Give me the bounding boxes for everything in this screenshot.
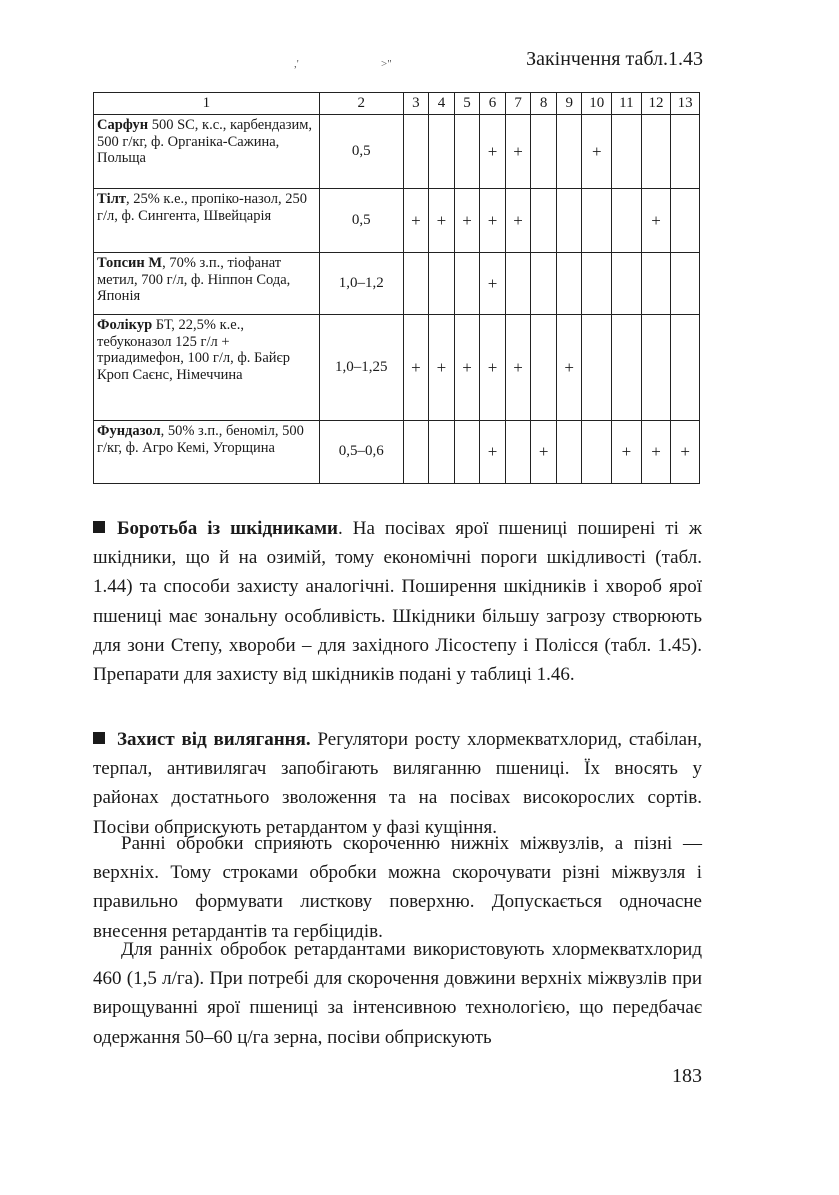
paragraph-pests xyxy=(93,514,702,689)
column-header: 9 xyxy=(556,93,582,115)
product-name: Тілт xyxy=(97,191,126,207)
mark-cell: + xyxy=(480,253,506,315)
paragraph-lodging xyxy=(93,725,702,842)
column-header: 6 xyxy=(480,93,506,115)
rate-cell: 0,5 xyxy=(319,189,403,253)
column-header: 10 xyxy=(582,93,612,115)
mark-cell xyxy=(531,253,557,315)
mark-cell xyxy=(403,115,429,189)
paragraph-text: Регулятори росту хлормекватхлорид, стабілан, терпал, антивилягач запобігають виляганню пшениці. Їх вносять у районах достатнього зволоження та на посівах високорослих сортів. Посіви обприскують ретардантом у фазі кущіння. xyxy=(93,729,703,838)
product-name: Фундазол xyxy=(97,423,161,439)
mark-cell xyxy=(671,315,700,421)
mark-cell xyxy=(641,253,671,315)
table-row xyxy=(94,189,700,253)
paragraph-early-treatments xyxy=(93,829,702,946)
mark-cell xyxy=(641,315,671,421)
mark-cell: + xyxy=(403,189,429,253)
rate-cell: 0,5 xyxy=(319,115,403,189)
product-description: , 25% к.е., пропіко-назол, 250 г/л, ф. Сингента, Швейцарія xyxy=(97,191,307,224)
column-header: 7 xyxy=(505,93,531,115)
mark-cell: + xyxy=(480,421,506,484)
scan-mark: >" xyxy=(381,58,392,70)
mark-cell: + xyxy=(671,421,700,484)
mark-cell: + xyxy=(612,421,642,484)
mark-cell xyxy=(612,315,642,421)
mark-cell: + xyxy=(454,189,480,253)
mark-cell xyxy=(505,253,531,315)
mark-cell xyxy=(454,421,480,484)
paragraph-lead: Захист від вилягання. xyxy=(117,729,311,750)
mark-cell xyxy=(671,253,700,315)
mark-cell xyxy=(454,253,480,315)
product-description: , 70% з.п., тіофанат метил, 700 г/л, ф. Ніппон Сода, Японія xyxy=(97,255,291,305)
mark-cell: + xyxy=(429,189,455,253)
column-header: 13 xyxy=(671,93,700,115)
mark-cell: + xyxy=(531,421,557,484)
mark-cell xyxy=(612,115,642,189)
column-header: 5 xyxy=(454,93,480,115)
bullet-icon xyxy=(93,732,105,744)
page-number: 183 xyxy=(672,1065,702,1087)
product-name: Сарфун xyxy=(97,117,149,133)
table-row xyxy=(94,253,700,315)
mark-cell xyxy=(582,189,612,253)
mark-cell xyxy=(531,189,557,253)
product-cell xyxy=(94,189,320,253)
mark-cell xyxy=(454,115,480,189)
mark-cell: + xyxy=(403,315,429,421)
mark-cell xyxy=(531,115,557,189)
product-description: 500 SC, к.с., карбендазим, 500 г/кг, ф. Органіка-Сажина, Польща xyxy=(97,117,313,167)
paragraph-text: . На посівах ярої пшениці поширені ті ж шкідники, що й на озимій, тому економічні пороги шкідливості (табл. 1.44) та способи захисту аналогічні. Поширення шкідників і хвороб ярої пшениці має зональну особливість. Шкідники більшу загрозу створюють для зони Степу, хвороби – для західного Лісостепу і Полісся (табл. 1.45). Препарати для захисту від шкідників подані у таблиці 1.46. xyxy=(93,518,702,686)
mark-cell xyxy=(556,421,582,484)
data-table xyxy=(93,92,700,484)
mark-cell xyxy=(612,253,642,315)
mark-cell xyxy=(671,189,700,253)
mark-cell xyxy=(556,115,582,189)
rate-cell: 0,5–0,6 xyxy=(319,421,403,484)
mark-cell xyxy=(582,421,612,484)
paragraph-lead: Боротьба із шкідниками xyxy=(117,518,338,539)
table-row xyxy=(94,421,700,484)
table-row xyxy=(94,315,700,421)
mark-cell xyxy=(582,253,612,315)
product-name: Топсин М xyxy=(97,255,163,271)
mark-cell xyxy=(505,421,531,484)
mark-cell xyxy=(612,189,642,253)
mark-cell xyxy=(429,253,455,315)
column-header: 3 xyxy=(403,93,429,115)
mark-cell: + xyxy=(480,189,506,253)
table-header-row xyxy=(94,93,700,115)
mark-cell: + xyxy=(480,115,506,189)
mark-cell xyxy=(582,315,612,421)
column-header: 12 xyxy=(641,93,671,115)
product-name: Фолікур xyxy=(97,317,153,333)
table-caption: Закінчення табл.1.43 xyxy=(526,48,703,70)
mark-cell: + xyxy=(505,115,531,189)
rate-cell: 1,0–1,2 xyxy=(319,253,403,315)
mark-cell: + xyxy=(480,315,506,421)
mark-cell: + xyxy=(454,315,480,421)
product-cell xyxy=(94,421,320,484)
mark-cell xyxy=(403,253,429,315)
paragraph-text: Для ранніх обробок ретардантами використовують хлормекватхлорид 460 (1,5 л/га). При потребі для скорочення довжини верхніх міжвузлів при вирощуванні ярої пшениці за інтенсивною технологією, що передбачає одержання 50–60 ц/га зерна, посіви обприскують xyxy=(93,939,702,1048)
product-cell xyxy=(94,253,320,315)
mark-cell: + xyxy=(505,189,531,253)
paragraph-retardants xyxy=(93,935,702,1052)
column-header: 2 xyxy=(319,93,403,115)
mark-cell: + xyxy=(429,315,455,421)
column-header: 11 xyxy=(612,93,642,115)
mark-cell: + xyxy=(582,115,612,189)
mark-cell: + xyxy=(556,315,582,421)
column-header: 8 xyxy=(531,93,557,115)
mark-cell xyxy=(671,115,700,189)
mark-cell xyxy=(556,253,582,315)
mark-cell xyxy=(641,115,671,189)
mark-cell xyxy=(429,115,455,189)
mark-cell: + xyxy=(641,189,671,253)
rate-cell: 1,0–1,25 xyxy=(319,315,403,421)
product-cell xyxy=(94,315,320,421)
mark-cell xyxy=(403,421,429,484)
table-row xyxy=(94,115,700,189)
column-header: 4 xyxy=(429,93,455,115)
mark-cell: + xyxy=(505,315,531,421)
mark-cell xyxy=(556,189,582,253)
mark-cell xyxy=(429,421,455,484)
bullet-icon xyxy=(93,521,105,533)
product-description: , 50% з.п., беноміл, 500 г/кг, ф. Агро Кемі, Угорщина xyxy=(97,423,304,456)
column-header: 1 xyxy=(94,93,320,115)
scan-mark: ,' xyxy=(294,58,299,70)
mark-cell: + xyxy=(641,421,671,484)
product-cell xyxy=(94,115,320,189)
product-description: БТ, 22,5% к.е., тебуконазол 125 г/л + триадимефон, 100 г/л, ф. Байєр Кроп Саєнс, Німеччина xyxy=(97,317,291,384)
mark-cell xyxy=(531,315,557,421)
paragraph-text: Ранні обробки сприяють скороченню нижніх міжвузлів, а пізні — верхніх. Тому строками обробки можна скорочувати різні міжвузля і правильно формувати листкову поверхню. Допускається одночасне внесення ретардантів та гербіцидів. xyxy=(93,833,702,942)
